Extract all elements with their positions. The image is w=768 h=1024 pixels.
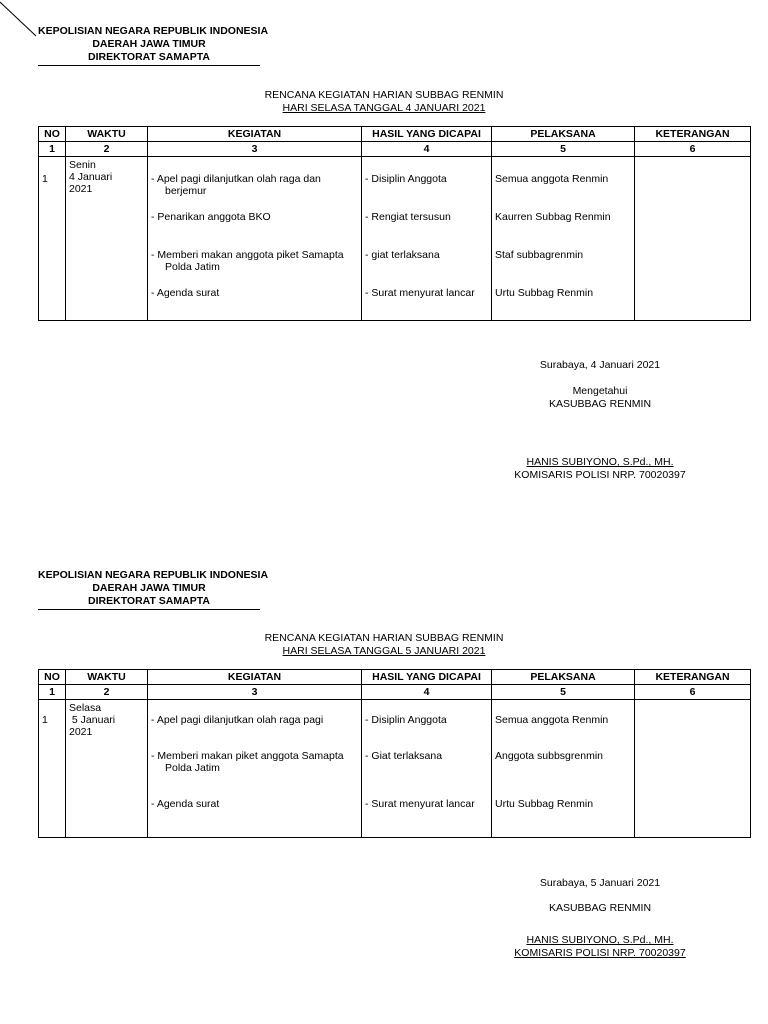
org-name: KEPOLISIAN NEGARA REPUBLIK INDONESIA — [38, 25, 269, 37]
table-header-row — [39, 127, 751, 142]
org-name: KEPOLISIAN NEGARA REPUBLIK INDONESIA — [38, 569, 269, 581]
result-item: - Disiplin Anggota — [365, 714, 447, 726]
subtitle-line: HARI SELASA TANGGAL 5 JANUARI 2021 — [282, 645, 486, 657]
signer-position: KASUBBAG RENMIN — [548, 902, 652, 914]
signer-rank-nrp: KOMISARIS POLISI NRP. 70020397 — [514, 947, 686, 959]
row-year: 2021 — [69, 726, 93, 738]
result-item: - Disiplin Anggota — [365, 173, 447, 185]
row-number: 1 — [42, 173, 48, 185]
col-header-kegiatan: KEGIATAN — [148, 127, 362, 142]
executor-item: Urtu Subbag Renmin — [495, 287, 594, 299]
document-title — [0, 89, 768, 115]
executor-item: Semua anggota Renmin — [495, 173, 609, 185]
title-line: RENCANA KEGIATAN HARIAN SUBBAG RENMIN — [264, 89, 504, 101]
org-directorate: DIREKTORAT SAMAPTA — [88, 51, 210, 63]
result-item: - giat terlaksana — [365, 249, 440, 261]
col-header-waktu: WAKTU — [66, 127, 148, 142]
activity-item: - Penarikan anggota BKO — [151, 211, 271, 223]
executor-item: Anggota subbsgrenmin — [495, 750, 603, 762]
col-number: 6 — [635, 685, 751, 700]
table-row — [39, 157, 751, 321]
cell-waktu — [66, 157, 148, 321]
col-number: 2 — [66, 685, 148, 700]
col-header-keterangan: KETERANGAN — [635, 670, 751, 685]
activity-item: - Agenda surat — [151, 798, 220, 810]
col-number: 3 — [148, 142, 362, 157]
cell-pelaksana — [492, 700, 635, 838]
row-year: 2021 — [69, 183, 93, 195]
row-date: 4 Januari — [69, 171, 113, 183]
org-header — [38, 25, 269, 66]
activity-item: - Apel pagi dilanjutkan olah raga pagi — [151, 714, 324, 726]
cell-waktu — [66, 700, 148, 838]
executor-item: Semua anggota Renmin — [495, 714, 609, 726]
col-header-pelaksana: PELAKSANA — [492, 670, 635, 685]
cell-kegiatan — [148, 700, 362, 838]
cell-keterangan — [635, 157, 751, 321]
activity-item: - Apel pagi dilanjutkan olah raga dan berjemur — [151, 173, 321, 197]
cell-no — [39, 157, 66, 321]
signature-block — [500, 359, 700, 482]
cell-hasil — [362, 700, 492, 838]
col-header-no: NO — [39, 127, 66, 142]
activity-item: - Memberi makan piket anggota Samapta Polda Jatim — [151, 750, 344, 774]
result-item: - Giat terlaksana — [365, 750, 443, 762]
col-header-hasil: HASIL YANG DICAPAI — [362, 670, 492, 685]
col-header-keterangan: KETERANGAN — [635, 127, 751, 142]
place-date: Surabaya, 5 Januari 2021 — [539, 877, 661, 889]
executor-item: Urtu Subbag Renmin — [495, 798, 594, 810]
col-header-waktu: WAKTU — [66, 670, 148, 685]
signer-name: HANIS SUBIYONO, S.Pd., MH. — [526, 934, 674, 946]
org-directorate: DIREKTORAT SAMAPTA — [88, 595, 210, 607]
cell-keterangan — [635, 700, 751, 838]
result-item: - Surat menyurat lancar — [365, 798, 475, 810]
table-number-row — [39, 685, 751, 700]
row-day: Selasa — [69, 702, 102, 714]
title-line: RENCANA KEGIATAN HARIAN SUBBAG RENMIN — [264, 632, 504, 644]
col-number: 2 — [66, 142, 148, 157]
table-number-row — [39, 142, 751, 157]
document-title — [0, 632, 768, 658]
col-number: 1 — [39, 685, 66, 700]
result-item: - Surat menyurat lancar — [365, 287, 475, 299]
executor-item: Staf subbagrenmin — [495, 249, 584, 261]
col-number: 5 — [492, 685, 635, 700]
activity-table — [38, 669, 751, 838]
col-number: 4 — [362, 685, 492, 700]
signer-name: HANIS SUBIYONO, S.Pd., MH. — [526, 456, 674, 468]
cell-hasil — [362, 157, 492, 321]
col-header-hasil: HASIL YANG DICAPAI — [362, 127, 492, 142]
col-number: 3 — [148, 685, 362, 700]
corner-fold-line — [0, 0, 40, 40]
signer-rank-nrp: KOMISARIS POLISI NRP. 70020397 — [514, 469, 686, 481]
row-day: Senin — [69, 159, 96, 171]
table-row — [39, 700, 751, 838]
org-header — [38, 569, 269, 610]
row-date: 5 Januari — [69, 714, 116, 726]
activity-item: - Memberi makan anggota piket Samapta Polda Jatim — [151, 249, 344, 273]
subtitle-line: HARI SELASA TANGGAL 4 JANUARI 2021 — [282, 102, 486, 114]
cell-pelaksana — [492, 157, 635, 321]
table-header-row — [39, 670, 751, 685]
row-number: 1 — [42, 714, 48, 726]
activity-table — [38, 126, 751, 321]
signer-position: KASUBBAG RENMIN — [548, 398, 652, 410]
acknowledge-label: Mengetahui — [572, 385, 628, 397]
col-header-pelaksana: PELAKSANA — [492, 127, 635, 142]
col-number: 4 — [362, 142, 492, 157]
executor-item: Kaurren Subbag Renmin — [495, 211, 611, 223]
cell-no — [39, 700, 66, 838]
result-item: - Rengiat tersusun — [365, 211, 451, 223]
col-header-kegiatan: KEGIATAN — [148, 670, 362, 685]
col-number: 1 — [39, 142, 66, 157]
col-number: 6 — [635, 142, 751, 157]
org-region: DAERAH JAWA TIMUR — [92, 38, 206, 50]
activity-item: - Agenda surat — [151, 287, 220, 299]
signature-block — [500, 877, 700, 960]
org-region: DAERAH JAWA TIMUR — [92, 582, 206, 594]
cell-kegiatan — [148, 157, 362, 321]
place-date: Surabaya, 4 Januari 2021 — [539, 359, 661, 371]
col-header-no: NO — [39, 670, 66, 685]
col-number: 5 — [492, 142, 635, 157]
